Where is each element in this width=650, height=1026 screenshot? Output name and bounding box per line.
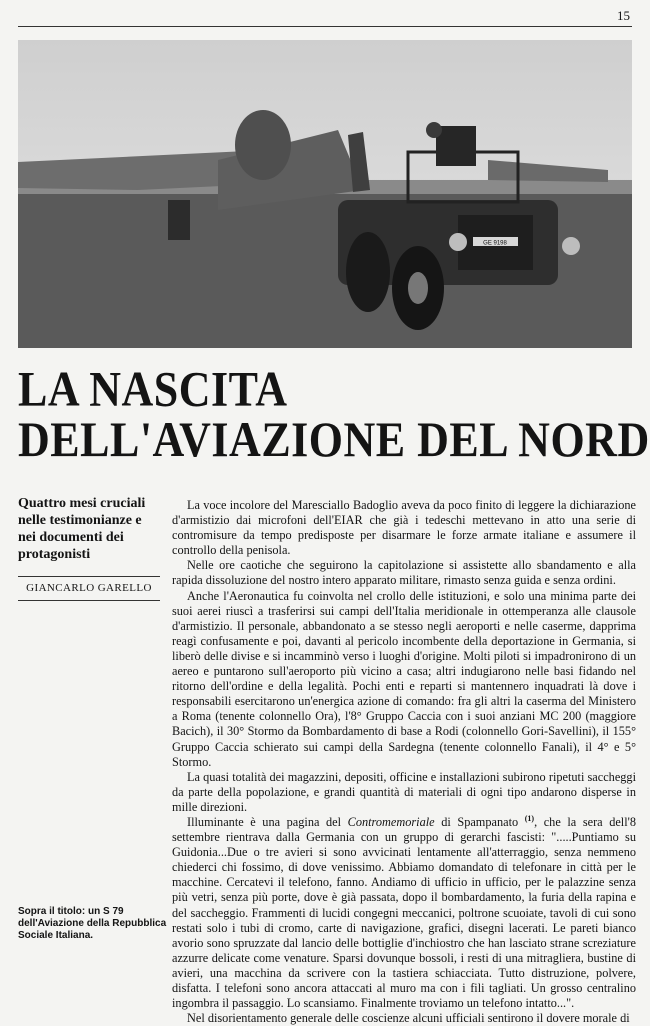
paragraph-4: La quasi totalità dei magazzini, depositi, officine e installazioni subirono ripetuti saccheggi da parte della popolazione, e grandi quantità di materiali di ogni tipo andarono disperse in mille direzioni. <box>172 769 636 814</box>
figure-head <box>426 122 442 138</box>
car-headlight-right <box>562 237 580 255</box>
paragraph-3: Anche l'Aeronautica fu coinvolta nel crollo delle istituzioni, e solo una minima parte dei suoi aerei riuscì a trasferirsi sui campi dell'Italia meridionale in ottemperanza alle clausole d'armistizio. Il personale, abbandonato a se stesso negli aeroporti e nelle caserme, dapprima reagì confusamente e poi, davanti al pericolo incombente della deportazione in Germania, si liberò delle divise e si incamminò verso i luoghi d'origine. Molti piloti si impadronirono di un aereo e puntarono sull'aeroporto più vicino a casa; altri indugiarono nelle basi fidando nel ritorno dell'ordine e della legalità. Pochi enti e reparti si mantennero inquadrati là dove i responsabili esercitarono un'energica azione di comando: fra gli altri la caserma del Ministero a Roma (tenente colonnello Ora), l'8° Gruppo Caccia con i suoi anziani MC 200 (maggiore Bacich), il 30° Stormo da Bombardamento di base a Rodi (colonnello Gori-Savellini), il 155° Gruppo Caccia schierato sui campi della Sardegna (tenente colonnello Fanali), il 4° e 5° Stormo. <box>172 588 636 769</box>
author-rule-bottom <box>18 600 160 601</box>
landing-gear <box>168 200 190 240</box>
book-title: Contromemoriale <box>347 814 435 829</box>
header-rule <box>18 26 632 27</box>
photo-caption: Sopra il titolo: un S 79 dell'Aviazione della Repubblica Sociale Italiana. <box>18 906 167 941</box>
photo-illustration <box>18 40 632 348</box>
title-line-2: DELL'AVIAZIONE DEL NORD <box>18 412 650 468</box>
author-rule-top <box>18 576 160 577</box>
paragraph-5-part-c: , che la sera dell'8 settembre rientrava dalla Germania con un gruppo di gerarchi fascisti: ".....Puntiamo su Guidonia...Due o tre avieri si sono avvicinati lentamente all'atterraggio, senza nemmeno chiederci chi fossimo, di dove venissimo. Abbiamo domandato di telefonare in città per le macchine. Cercatevi il telefono, fanno. Andiamo di ufficio in ufficio, per le palazzine senza più vetri, senza più porte, dove è già passata, dopo il bombardamento, la furia della rapina e del saccheggio. Frammenti di lucidi congegni meccanici, poltrone scuoiate, tavoli di cui sono restati solo i tubi di cromo, carte di navigazione, grafici, disegni lacerati. Le pareti bianco avorio sono spruzzate dal lancio delle bottiglie d'inchiostro che han lasciato strane screziature azzurre delicate come venature. Sparsi dovunque bossoli, i resti di una mitragliera, bustine di avieri, una macchina da scrivere con la tastiera schiacciata. Tutto distruzione, polvere, disfatta. I telefoni sono ancora attaccati al muro ma con i fili tagliati. Un grosso centralino ingombra il passaggio. Lo scansiamo. Finalmente troviamo un telefono intatto...". <box>172 814 637 1011</box>
article-subtitle: Quattro mesi cruciali nelle testimonianze e nei documenti dei protagonisti <box>18 496 146 562</box>
aircraft-photo <box>18 40 632 348</box>
footnote-marker: (1) <box>524 813 535 823</box>
aircraft-right-wing <box>488 160 608 182</box>
paragraph-2: Nelle ore caotiche che seguirono la capitolazione si assistette allo sbandamento e alla rapida dissoluzione del nostro intero apparato militare, rimasto senza guida e senza ordini. <box>172 558 636 588</box>
paragraph-5-part-b: di Spampanato <box>434 814 525 829</box>
article-title <box>18 361 650 468</box>
aircraft-engine <box>235 110 291 180</box>
standing-figure <box>436 126 476 166</box>
article-body <box>172 498 636 1026</box>
paragraph-6: Nel disorientamento generale delle coscienze alcuni ufficiali sentirono il dovere morale di <box>187 1011 630 1026</box>
author-name: GIANCARLO GARELLO <box>26 582 152 594</box>
paragraph-5-part-a: Illuminante è una pagina del <box>187 814 348 829</box>
title-line-1: LA NASCITA <box>18 361 288 417</box>
car-hubcap <box>408 272 428 304</box>
paragraph-1: La voce incolore del Maresciallo Badoglio aveva da poco finito di leggere la dichiarazione d'armistizio dai microfoni dell'EIAR che già i tedeschi mettevano in atto una serie di contromisure da tempo predisposte per disarmare le forze armate italiane e assumere il controllo della penisola. <box>172 498 636 558</box>
car-wheel-left <box>346 232 390 312</box>
car-headlight-left <box>449 233 467 251</box>
license-plate-text: GE 9198 <box>483 240 507 247</box>
paragraph-5 <box>172 815 636 1011</box>
page-number: 15 <box>617 8 630 23</box>
